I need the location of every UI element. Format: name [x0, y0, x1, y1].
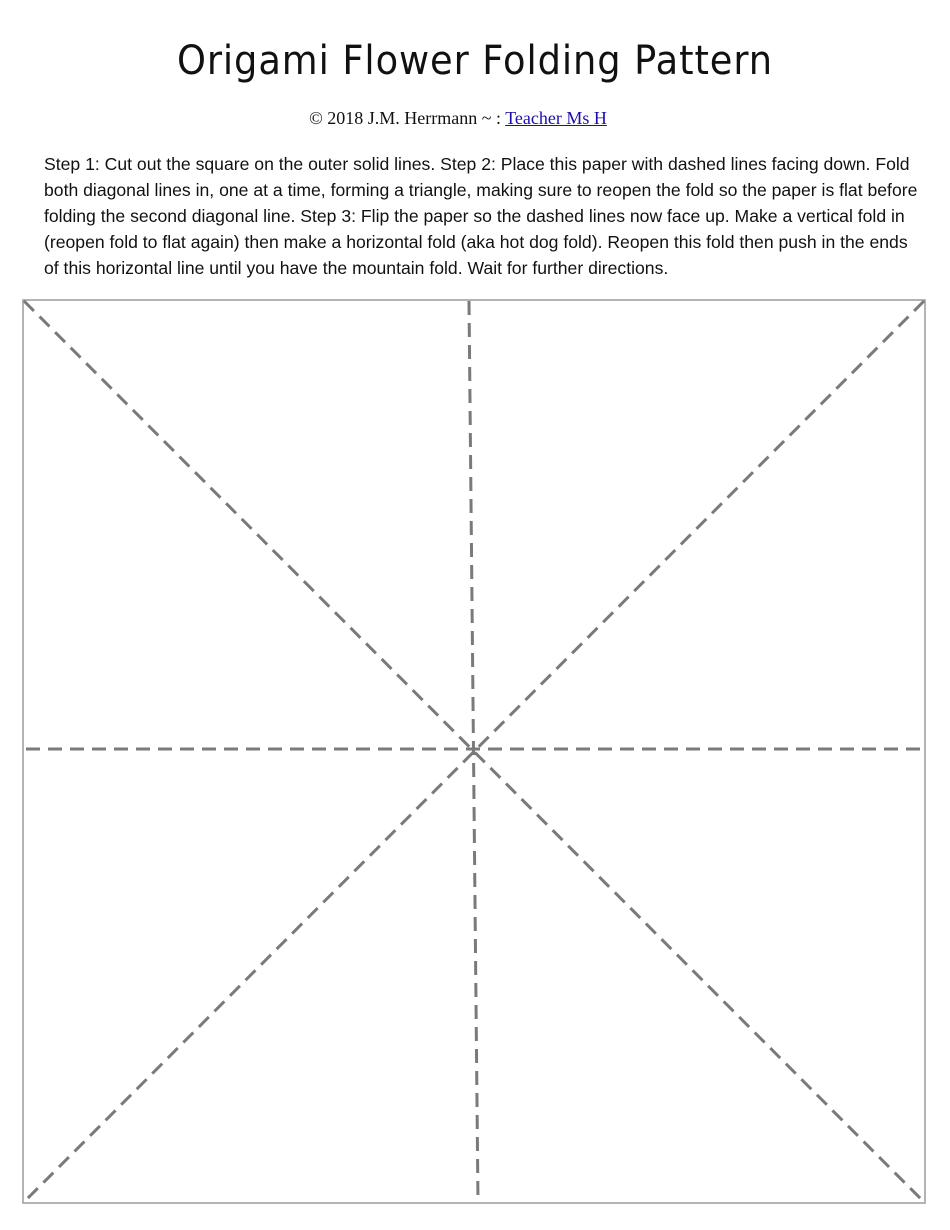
copyright-text: © 2018 J.M. Herrmann ~ : — [309, 108, 506, 128]
folding-instructions: Step 1: Cut out the square on the outer solid lines. Step 2: Place this paper with dashed lines facing down. Fold both diagonal lines in, one at a time, forming a triangle, making sure to reopen the fold so the paper is flat before folding the second diagonal line. Step 3: Flip the paper so the dashed lines now face up. Make a vertical fold in (reopen fold to flat again) then make a horizontal fold (aka hot dog fold). Reopen this fold then push in the ends of this horizontal line until you have the mountain fold. Wait for further directions. — [44, 154, 918, 278]
folding-pattern-square — [21, 298, 927, 1206]
teacher-link[interactable]: Teacher Ms H — [505, 108, 607, 128]
copyright-line — [0, 108, 916, 129]
page-title: Origami Flower Folding Pattern — [176, 38, 774, 84]
